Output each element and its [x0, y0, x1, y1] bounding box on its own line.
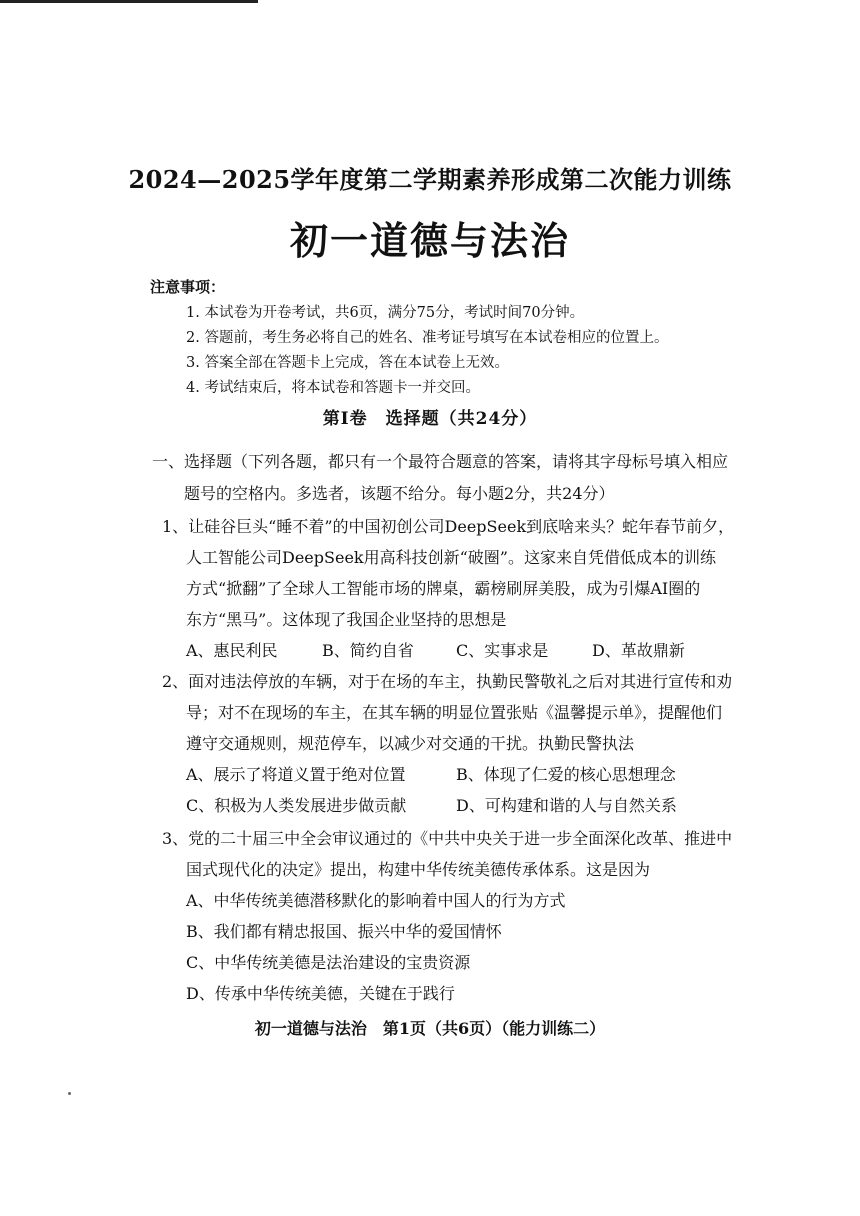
notice-heading: 注意事项：: [150, 278, 226, 296]
notice-item: 1. 本试卷为开卷考试，共6页，满分75分，考试时间70分钟。: [186, 305, 585, 321]
subject-title: 初一道德与法治: [289, 218, 570, 263]
question-3-option-d: D、传承中华传统美德，关键在于践行: [186, 984, 455, 1003]
question-2-text: 导；对不在现场的车主，在其车辆的明显位置张贴《温馨提示单》，提醒他们: [186, 703, 723, 722]
page-footer: 初一道德与法治 第1页（共6页）（能力训练二）: [254, 1019, 606, 1038]
notice-item: 3. 答案全部在答题卡上完成，答在本试卷上无效。: [186, 355, 509, 371]
question-2-text: 2、面对违法停放的车辆，对于在场的车主，执勤民警敬礼之后对其进行宣传和劝: [162, 672, 733, 691]
section-heading: 第Ⅰ卷 选择题（共24分）: [322, 409, 538, 429]
question-1-text: 1、让硅谷巨头“睡不着”的中国初创公司DeepSeek到底啥来头？蛇年春节前夕，: [162, 517, 735, 536]
question-2-text: 遵守交通规则，规范停车，以减少对交通的干扰。执勤民警执法: [186, 734, 635, 753]
question-1-text: 东方“黑马”。这体现了我国企业坚持的思想是: [186, 610, 507, 629]
exam-title: 2024—2025学年度第二学期素养形成第二次能力训练: [128, 165, 732, 194]
question-1-option-c: C、实事求是: [456, 641, 549, 660]
question-1-option-b: B、简约自省: [322, 641, 414, 660]
question-2-option-a: A、展示了将道义置于绝对位置: [186, 765, 406, 784]
question-1-option-d: D、革故鼎新: [592, 641, 685, 660]
notice-item: 2. 答题前，考生务必将自己的姓名、准考证号填写在本试卷相应的位置上。: [186, 330, 669, 346]
part-instructions: 一、选择题（下列各题，都只有一个最符合题意的答案，请将其字母标号填入相应: [152, 452, 729, 471]
part-instructions: 题号的空格内。多选者，该题不给分。每小题2分，共24分）: [184, 484, 615, 503]
question-3-text: 国式现代化的决定》提出，构建中华传统美德传承体系。这是因为: [186, 860, 651, 879]
scan-speck: [68, 1092, 71, 1095]
question-3-option-b: B、我们都有精忠报国、振兴中华的爱国情怀: [186, 922, 502, 941]
question-3-option-c: C、中华传统美德是法治建设的宝贵资源: [186, 953, 471, 972]
question-1-option-a: A、惠民利民: [186, 641, 278, 660]
question-3-option-a: A、中华传统美德潜移默化的影响着中国人的行为方式: [186, 891, 566, 910]
scan-edge-mark: [0, 0, 258, 3]
question-2-option-b: B、体现了仁爱的核心思想理念: [456, 765, 676, 784]
question-3-text: 3、党的二十届三中全会审议通过的《中共中央关于进一步全面深化改革、推进中: [162, 829, 733, 848]
question-2-option-c: C、积极为人类发展进步做贡献: [186, 796, 407, 815]
question-2-option-d: D、可构建和谐的人与自然关系: [456, 796, 677, 815]
question-1-text: 方式“掀翻”了全球人工智能市场的牌桌，霸榜刷屏美股，成为引爆AI圈的: [186, 579, 701, 598]
question-1-text: 人工智能公司DeepSeek用高科技创新“破圈”。这家来自凭借低成本的训练: [186, 548, 716, 567]
notice-item: 4. 考试结束后，将本试卷和答题卡一并交回。: [186, 380, 480, 396]
